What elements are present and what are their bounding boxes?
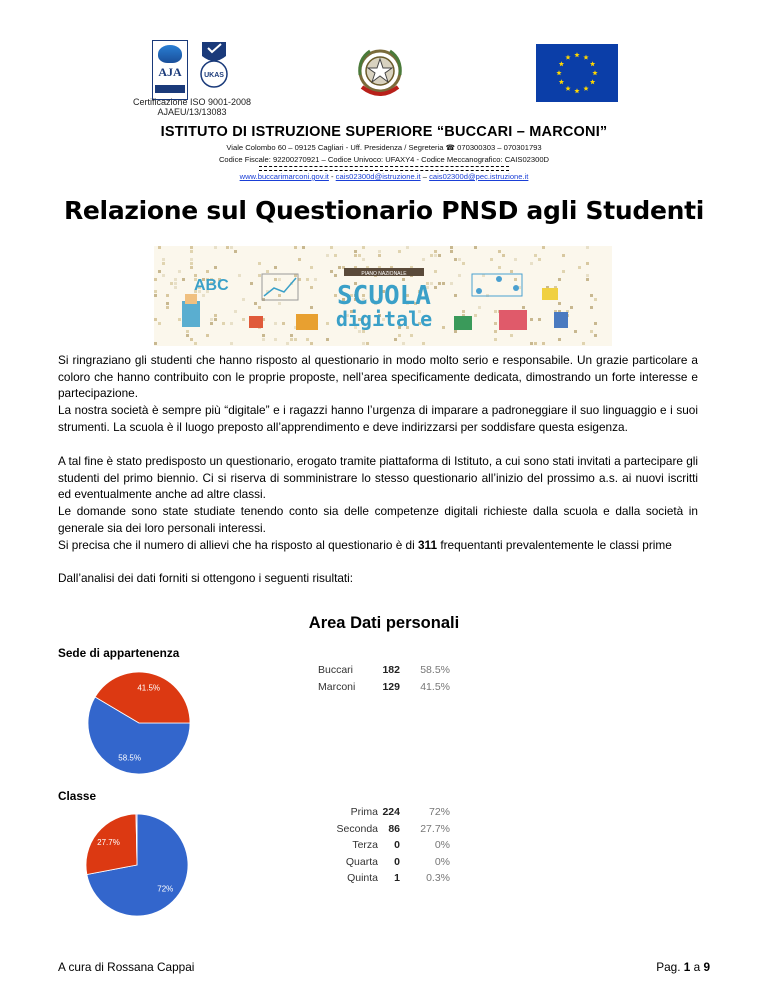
classe-pie-chart <box>82 810 192 920</box>
paragraph-thanks: Si ringraziano gli studenti che hanno risposto al questionario in modo molto serio e responsabile. Un grazie particolare a coloro che hanno contribuito con le proprie proposte, nell’area specificamente dedicata, dimostrando un forte interesse e partecipazione. <box>58 353 698 400</box>
institute-codes: Codice Fiscale: 92200270921 – Codice Univoco: UFAXY4 - Codice Meccanografico: CAIS02300D <box>218 155 550 164</box>
stat-row <box>318 872 478 889</box>
stat-count: 86 <box>388 822 400 835</box>
aja-logo-text: AJA <box>158 65 182 79</box>
stat-count: 182 <box>382 664 400 676</box>
respondents-text: Si precisa che il numero di allievi che ha risposto al questionario è di <box>58 538 418 552</box>
stat-count: 1 <box>394 872 400 884</box>
stat-percent: 0% <box>434 855 450 868</box>
eu-flag <box>536 44 618 102</box>
stat-count: 129 <box>382 681 400 693</box>
stat-label: Quinta <box>347 872 378 884</box>
classe-stats-table <box>318 806 478 886</box>
stat-label: Quarta <box>345 855 378 868</box>
pie-label-seconda: 27.7% <box>97 837 120 847</box>
sede-label: Sede di appartenenza <box>58 646 180 660</box>
email-link[interactable]: cais02300d@istruzione.it <box>335 172 421 181</box>
classe-label: Classe <box>58 789 97 803</box>
header-separator <box>259 166 509 171</box>
italian-republic-emblem <box>354 45 406 101</box>
link-separator: – <box>420 172 430 181</box>
section-title: Area Dati personali <box>308 614 460 632</box>
respondents-text-after: frequentanti prevalentemente le classi prime <box>437 538 672 552</box>
institute-name: ISTITUTO DI ISTRUZIONE SUPERIORE “BUCCARI – MARCONI” <box>160 124 608 140</box>
sede-pie-chart <box>84 668 194 778</box>
ukas-logo <box>194 40 234 98</box>
page-total: 9 <box>703 960 710 974</box>
institute-address: Viale Colombo 60 – 09125 Cagliari - Uff. Presidenza / Segreteria ☎ 070300303 – 070301793 <box>226 143 542 152</box>
stat-count: 0 <box>394 855 400 868</box>
stat-row <box>318 839 478 856</box>
pie-label-marconi: 41.5% <box>137 683 161 693</box>
page-number <box>610 960 710 974</box>
banner-abc: ABC <box>194 277 229 294</box>
page-current: 1 <box>683 960 691 974</box>
link-separator: - <box>328 172 336 181</box>
stat-count: 0 <box>394 839 400 851</box>
sede-stats-table <box>318 664 478 704</box>
scuola-digitale-banner <box>154 246 612 346</box>
stat-label: Prima <box>350 806 378 818</box>
paragraph-digital-society: La nostra società è sempre più “digitale” e i ragazzi hanno l’urgenza di imparare a padroneggiare il suo linguaggio e i suoi strumenti. La scuola è il luogo preposto all’apprendimento e deve indirizzarsi per soddisfare questa esigenza. <box>58 403 698 434</box>
page-title: Relazione sul Questionario PNSD agli Studenti <box>63 196 705 225</box>
page-prefix: Pag. <box>656 960 684 974</box>
banner-word-scuola: SCUOLA <box>337 281 431 311</box>
stat-percent: 0% <box>434 839 450 851</box>
certification-line1: Certificazione ISO 9001-2008 <box>132 97 252 107</box>
stat-row <box>318 681 478 698</box>
aja-logo <box>152 40 188 100</box>
certification-info <box>117 97 267 117</box>
pie-label-prima: 72% <box>157 884 174 894</box>
stat-label: Buccari <box>318 664 354 676</box>
respondents-count: 311 <box>418 538 438 552</box>
stat-percent: 72% <box>428 806 450 818</box>
paragraph-questionnaire: A tal fine è stato predisposto un questionario, erogato tramite piattaforma di Istituto, a cui sono stati invitati a partecipare gli studenti del primo biennio. Ci si riserva di somministrare lo stesso questionario all’inizio del prossimo a.s. ai nuovi iscritti ed eventualmente anche ad altre classi. <box>58 454 699 501</box>
footer-author: A cura di Rossana Cappai <box>58 960 195 974</box>
stat-label: Marconi <box>318 681 356 693</box>
stat-label: Terza <box>352 839 378 851</box>
stat-row <box>318 664 478 681</box>
pec-link[interactable]: cais02300d@pec.istruzione.it <box>429 172 529 181</box>
stat-label: Seconda <box>336 822 378 835</box>
stat-percent: 58.5% <box>420 664 450 676</box>
stat-percent: 41.5% <box>420 681 450 693</box>
stat-row <box>318 856 478 873</box>
stat-percent: 27.7% <box>420 822 450 835</box>
ukas-logo-text: UKAS <box>204 72 224 79</box>
paragraph-respondents <box>58 537 698 554</box>
website-link[interactable]: www.buccarimarconi.gov.it <box>239 172 329 181</box>
stat-percent: 0.3% <box>426 872 450 884</box>
pie-label-buccari: 58.5% <box>118 753 141 763</box>
paragraph-questions: Le domande sono state studiate tenendo conto sia delle competenze digitali richieste dalla scuola e dalla società in generale sia dei loro personali interessi. <box>58 504 698 535</box>
stat-count: 224 <box>382 806 400 818</box>
paragraph-results-intro: Dall’analisi dei dati forniti si ottengono i seguenti risultati: <box>58 571 354 585</box>
stat-row <box>318 823 478 840</box>
banner-word-digitale: digitale <box>335 307 433 331</box>
stat-row <box>318 806 478 823</box>
certification-line2: AJAEU/13/13083 <box>157 107 227 117</box>
contact-links <box>0 172 768 181</box>
banner-small-text: PIANO NAZIONALE <box>361 271 407 277</box>
page-mid: a <box>690 960 704 974</box>
